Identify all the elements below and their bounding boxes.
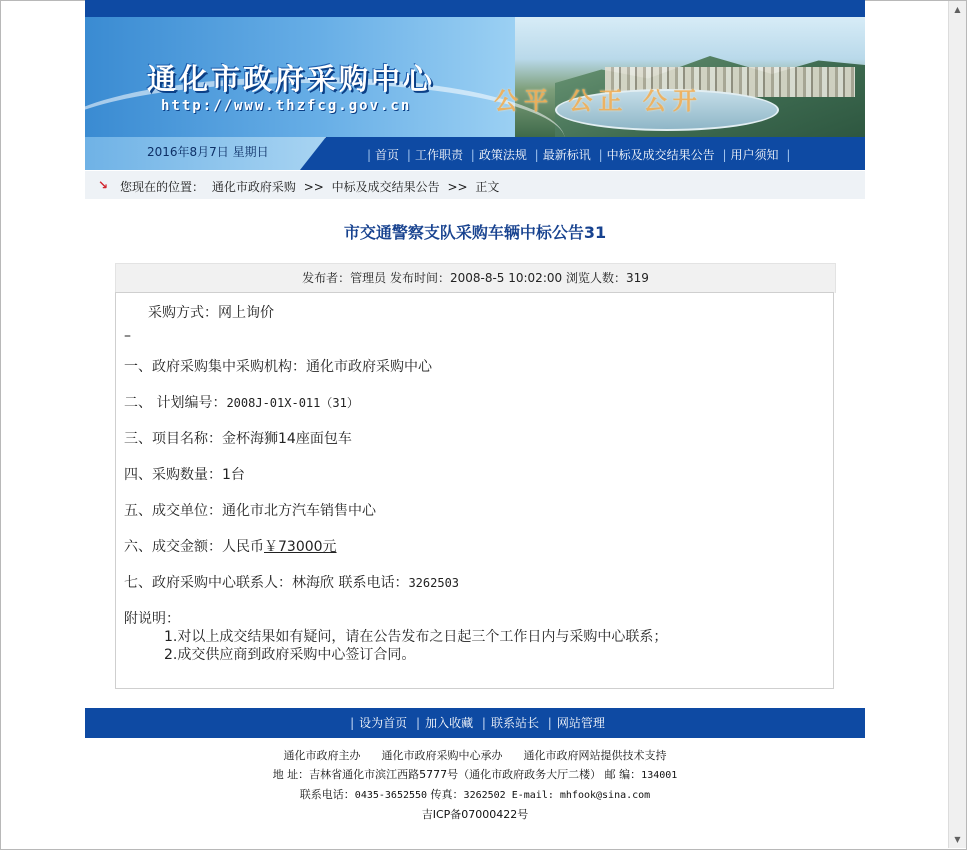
scroll-up-icon[interactable]: ▲: [949, 1, 966, 18]
main-menu: [363, 146, 794, 163]
breadcrumb-separator: >>: [447, 180, 468, 194]
footer-link-admin[interactable]: 网站管理: [556, 716, 605, 730]
footer-zip: 134001: [641, 770, 678, 781]
menu-item-results[interactable]: 中标及成交结果公告: [606, 148, 715, 162]
purchase-method: 采购方式：网上询价: [148, 305, 274, 321]
menu-item-home[interactable]: 首页: [375, 148, 400, 162]
menu-separator: |: [406, 148, 411, 162]
footer-separator: |: [350, 716, 355, 730]
footer-address-text: 地 址：吉林省通化市滨江西路5777号（通化市政府政务大厅二楼） 邮 编：: [272, 768, 642, 781]
line-quantity: 四、采购数量：1台: [124, 467, 245, 483]
breadcrumb-separator: >>: [303, 180, 324, 194]
footer-sponsors: 通化市政府主办 通化市政府采购中心承办 通化市政府网站提供技术支持: [283, 749, 667, 762]
menu-separator: |: [722, 148, 727, 162]
line-contact: [124, 572, 459, 592]
footer-links: [85, 708, 865, 738]
nav-row: [85, 137, 865, 170]
site-url: http://www.thzfcg.gov.cn: [161, 98, 412, 114]
footer-tel-label: 联系电话：: [299, 788, 355, 801]
breadcrumb: [85, 170, 865, 199]
plan-number-label: 二、 计划编号：: [124, 395, 227, 411]
amount-label: 六、成交金额：人民币: [124, 539, 264, 555]
note-item-1: 1.对以上成交结果如有疑问，请在公告发布之日起三个工作日内与采购中心联系；: [164, 629, 668, 645]
contact-phone: 3262503: [408, 576, 460, 590]
menu-separator: |: [534, 148, 539, 162]
footer-separator: |: [481, 716, 486, 730]
scroll-down-icon[interactable]: ▼: [949, 831, 966, 848]
breadcrumb-item-home[interactable]: 通化市政府采购: [211, 180, 296, 194]
contact-label: 七、政府采购中心联系人：林海欣 联系电话：: [124, 575, 409, 591]
line-agency: 一、政府采购集中采购机构：通化市政府采购中心: [124, 359, 432, 375]
article-title: 市交通警察支队采购车辆中标公告31: [343, 223, 607, 242]
article-body: [115, 292, 834, 689]
site-slogan: 公平 公正 公开: [494, 87, 703, 115]
note-title: 附说明：: [124, 611, 180, 627]
vertical-scrollbar[interactable]: [948, 1, 966, 848]
line-amount: [124, 536, 337, 556]
menu-item-user-notice[interactable]: 用户须知: [730, 148, 779, 162]
line-plan-number: [124, 392, 359, 412]
footer-separator: |: [547, 716, 552, 730]
line-supplier: 五、成交单位：通化市北方汽车销售中心: [124, 503, 376, 519]
footer-link-contact[interactable]: 联系站长: [490, 716, 539, 730]
menu-separator: |: [367, 148, 372, 162]
line-project-name: 三、项目名称：金杯海狮14座面包车: [124, 431, 352, 447]
menu-separator: |: [786, 148, 791, 162]
menu-item-duties[interactable]: 工作职责: [414, 148, 463, 162]
footer-fax-label: 传真：: [427, 788, 464, 801]
note-item-2: 2.成交供应商到政府采购中心签订合同。: [164, 647, 416, 663]
top-strip: [85, 0, 865, 17]
footer-tel: 0435-3652550: [354, 790, 428, 801]
breadcrumb-item-current: 正文: [475, 180, 500, 194]
footer-email[interactable]: E-mail: mhfook@sina.com: [505, 790, 651, 801]
footer-icp: 吉ICP备07000422号: [421, 808, 529, 821]
site-banner: [85, 17, 865, 137]
footer-info: [85, 746, 865, 824]
menu-item-latest-bids[interactable]: 最新标讯: [542, 148, 591, 162]
footer-fax: 3262502: [463, 790, 506, 801]
footer-separator: |: [416, 716, 421, 730]
menu-item-policies[interactable]: 政策法规: [478, 148, 527, 162]
date-area: [85, 137, 325, 170]
menu-separator: |: [470, 148, 475, 162]
breadcrumb-prefix: 您现在的位置：: [120, 180, 205, 194]
current-date: 2016年8月7日 星期日: [147, 145, 269, 159]
breadcrumb-arrow-icon: ↘: [98, 178, 109, 192]
footer-address: [85, 765, 865, 785]
amount-value: ￥73000元: [264, 539, 337, 555]
site-title: 通化市政府采购中心: [147, 62, 436, 96]
footer-link-bookmark[interactable]: 加入收藏: [425, 716, 474, 730]
plan-number-value: 2008J-01X-011（31）: [226, 396, 359, 410]
dash-line: –: [124, 328, 131, 344]
footer-link-set-home[interactable]: 设为首页: [359, 716, 408, 730]
breadcrumb-item-results[interactable]: 中标及成交结果公告: [331, 180, 440, 194]
menu-separator: |: [598, 148, 603, 162]
page-container: [85, 0, 865, 242]
footer-contact: [85, 785, 865, 805]
article-meta: 发布者：管理员 发布时间：2008-8-5 10:02:00 浏览人数：319: [115, 263, 836, 293]
